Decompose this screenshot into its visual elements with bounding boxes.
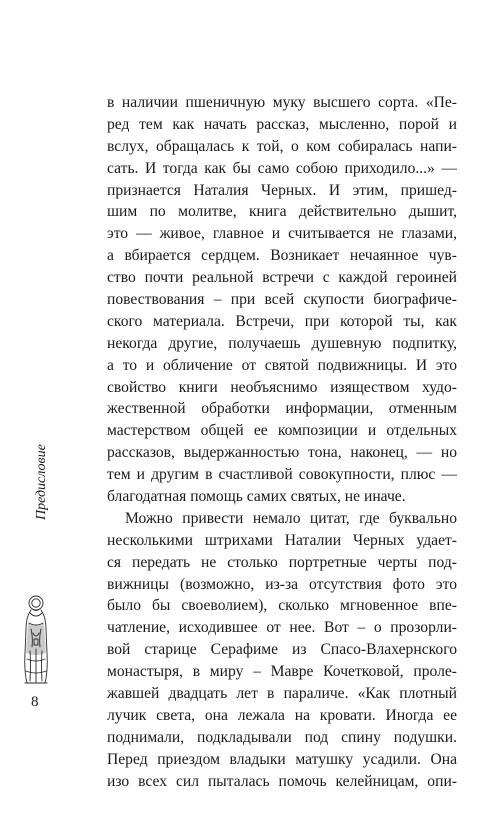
text-line: вижницы (возможно, из-за отсутствия фото это: [107, 575, 457, 593]
page-number: 8: [31, 694, 39, 710]
text-line: ство почти реальной встречи с каждой героиней: [107, 269, 457, 287]
text-line: благодатная помощь самих святых, не иначе.: [107, 488, 406, 506]
running-head: Предисловие: [34, 444, 49, 520]
text-line: некогда другие, получаешь душевную подпитку,: [107, 334, 457, 352]
text-line: свойство книги необъяснимо изяществом худо-: [107, 378, 457, 396]
text-line: Можно привести немало цитат, где буквально: [125, 509, 457, 527]
text-line: вой старице Серафиме из Спасо-Влахернского: [107, 641, 457, 659]
text-line: рассказов, выдержанностью тона, наконец, — но: [107, 444, 457, 462]
text-line: поднимали, подкладывали под спину подушки.: [107, 728, 457, 746]
text-line: это — живое, главное и считывается не глазами,: [107, 225, 457, 243]
text-line: ся передать не столько портретные черты под-: [107, 553, 457, 571]
text-line: сать. И тогда как бы само собою приходило...» —: [107, 159, 457, 177]
text-line: ского материала. Встречи, при которой ты, как: [107, 312, 457, 330]
text-line: а то и обличение от святой подвижницы. И это: [107, 356, 457, 374]
text-line: изо всех сил пыталась помочь келейницам, опи-: [107, 772, 457, 790]
text-line: Перед приездом владыки матушку усадили. Она: [107, 750, 457, 768]
paragraph-1: [107, 92, 457, 508]
text-line: было бы своеволием), сколько мгновенное впе-: [107, 597, 457, 615]
text-line: шим по молитве, книга действительно дышит,: [107, 203, 457, 221]
text-line: признается Наталия Черных. И этим, пришед-: [107, 181, 457, 199]
text-line: несколькими штрихами Наталии Черных удает-: [107, 531, 457, 549]
paragraph-2: [107, 508, 457, 793]
text-line: тем и другим в счастливой совокупности, плюс —: [107, 466, 457, 484]
text-line: вслух, обращалась к той, о ком собиралась напи-: [107, 137, 457, 155]
text-line: мастерством общей ее композиции и отдельных: [107, 422, 457, 440]
text-line: а вбирается сердцем. Возникает нечаянное чув-: [107, 247, 457, 265]
text-line: ред тем как начать рассказ, мысленно, порой и: [107, 115, 457, 133]
text-line: повествования – при всей скупости биографиче-: [107, 291, 457, 309]
text-line: монастыря, в миру – Мавре Кочетковой, проле-: [107, 663, 457, 681]
text-line: жественной обработки информации, отменным: [107, 400, 457, 418]
text-line: чатление, исходившее от нее. Вот – о прозорли-: [107, 619, 457, 637]
saint-figure-icon: [20, 593, 52, 687]
body-text: [107, 92, 457, 793]
text-line: в наличии пшеничную муку высшего сорта. «Пе-: [107, 94, 457, 111]
text-line: лучик света, она лежала на кровати. Иногда ее: [107, 706, 457, 724]
text-line: жавшей двадцать лет в параличе. «Как плотный: [107, 685, 457, 703]
